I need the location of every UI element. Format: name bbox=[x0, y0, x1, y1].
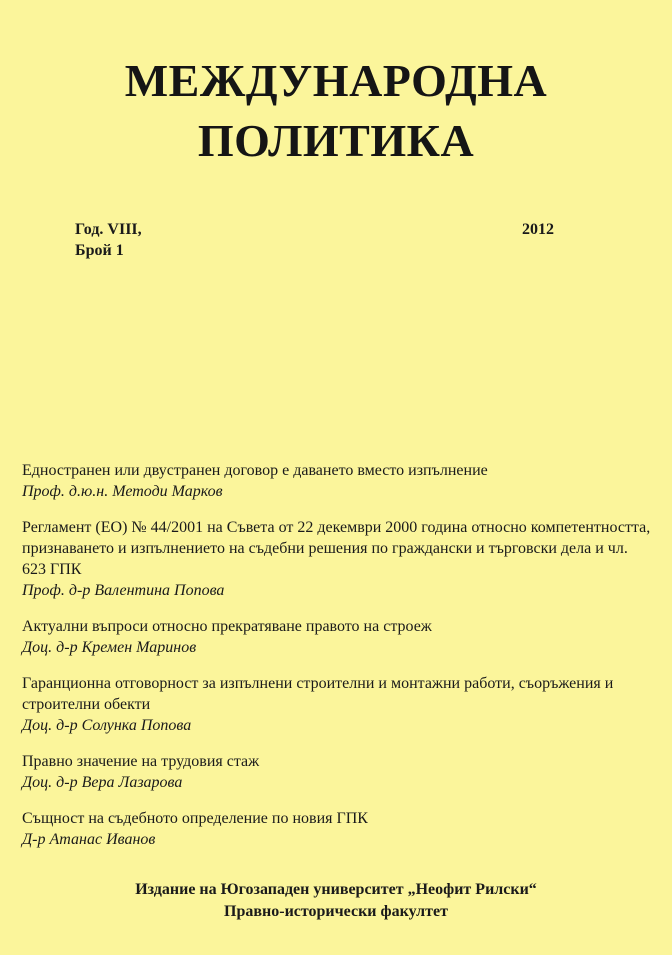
article-author: Доц. д-р Солунка Попова bbox=[22, 717, 192, 734]
article-author: Д-р Атанас Иванов bbox=[22, 831, 156, 848]
toc-item[interactable] bbox=[22, 460, 652, 502]
toc-item[interactable] bbox=[22, 808, 652, 850]
publisher-name: Издание на Югозападен университет „Неофит Рилски“ bbox=[135, 881, 537, 898]
volume-label: Год. VIII, bbox=[75, 221, 142, 238]
issue-label: Брой 1 bbox=[75, 242, 124, 259]
article-title: Същност на съдебното определение по новия ГПК bbox=[22, 810, 368, 827]
article-author: Проф. д-р Валентина Попова bbox=[22, 582, 225, 599]
toc-item[interactable] bbox=[22, 673, 652, 736]
publisher-faculty: Правно-исторически факултет bbox=[224, 903, 448, 920]
table-of-contents bbox=[22, 460, 652, 865]
article-author: Проф. д.ю.н. Методи Марков bbox=[22, 483, 223, 500]
article-title: Актуални въпроси относно прекратяване правото на строеж bbox=[22, 618, 432, 635]
article-author: Доц. д-р Вера Лазарова bbox=[22, 774, 183, 791]
toc-item[interactable] bbox=[22, 616, 652, 658]
year-label: 2012 bbox=[522, 221, 554, 238]
toc-item[interactable] bbox=[22, 751, 652, 793]
article-title: Регламент (ЕО) № 44/2001 на Съвета от 22 декември 2000 година относно компетентността, признаването и изпълнението на съдебни решения по граждански и търговски дела и чл. 623 ГПК bbox=[22, 519, 651, 578]
article-title: Правно значение на трудовия стаж bbox=[22, 753, 260, 770]
article-title: Гаранционна отговорност за изпълнени строителни и монтажни работи, съоръжения и строителни обекти bbox=[22, 675, 614, 713]
article-title: Едностранен или двустранен договор е даването вместо изпълнение bbox=[22, 462, 488, 479]
journal-title-line2: ПОЛИТИКА bbox=[197, 115, 475, 166]
article-author: Доц. д-р Кремен Маринов bbox=[22, 639, 197, 656]
journal-title-line1: МЕЖДУНАРОДНА bbox=[124, 55, 548, 106]
toc-item[interactable] bbox=[22, 517, 652, 601]
